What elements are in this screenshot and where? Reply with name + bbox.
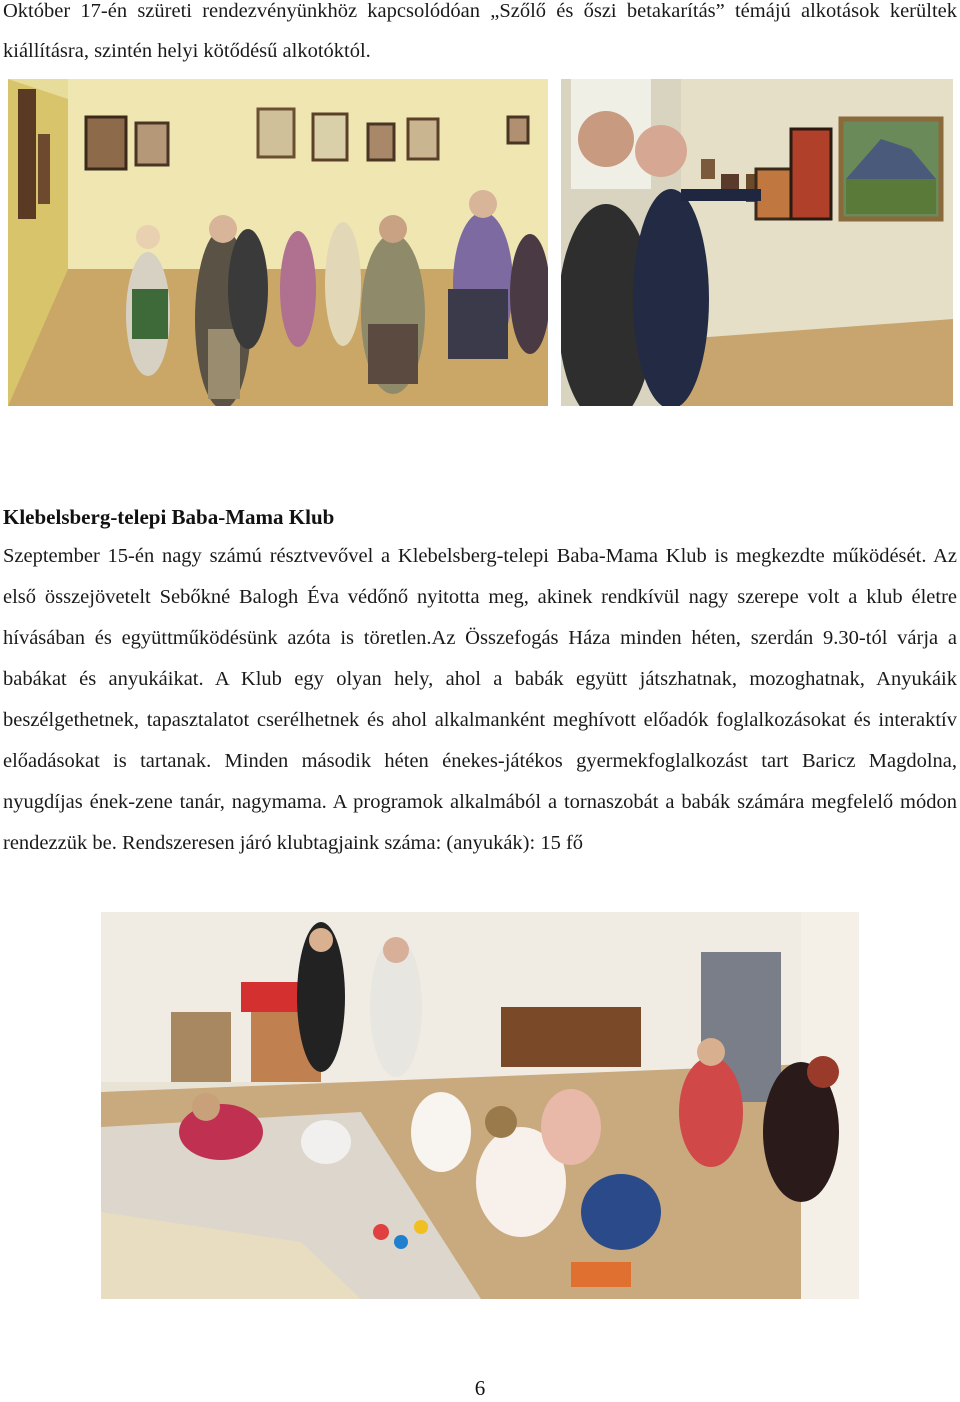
baby-mama-club-photo	[101, 912, 859, 1299]
section-body-paragraph: Szeptember 15-én nagy számú résztvevővel a Klebelsberg-telepi Baba-Mama Klub is megkezdte működését. Az első összejövetelt Sebőkné Balogh Éva védőnő nyitotta meg, akinek rendkívül nagy szerepe volt a klub életre hívásában és együttműködésünk azóta is töretlen.Az Összefogás Háza minden héten, szerdán 9.30-tól várja a babákat és anyukáikat. A Klub egy olyan hely, ahol a babák együtt játszhatnak, mozoghatnak, Anyukáik beszélgethetnek, tapasztalatot cserélhetnek és ahol alkalmanként meghívott előadók foglalkozásokat és interaktív előadásokat is tartanak. Minden második héten énekes-játékos gyermekfoglalkozást tart Baricz Magdolna, nyugdíjas ének-zene tanár, nagymama. A programok alkalmából a tornaszobát a babák számára megfelelő módon rendezzük be. Rendszeresen járó klubtagjaink száma: (anyukák): 15 fő	[3, 545, 957, 854]
paintings-viewers-photo	[561, 79, 953, 406]
page-number: 6	[474, 1376, 486, 1400]
section-title: Klebelsberg-telepi Baba-Mama Klub	[3, 505, 335, 529]
exhibition-visitors-photo	[8, 79, 548, 406]
intro-paragraph: Október 17-én szüreti rendezvényünkhöz kapcsolódóan „Szőlő és őszi betakarítás” témájú alkotások kerültek kiállításra, szintén helyi kötődésű alkotóktól.	[3, 0, 957, 62]
